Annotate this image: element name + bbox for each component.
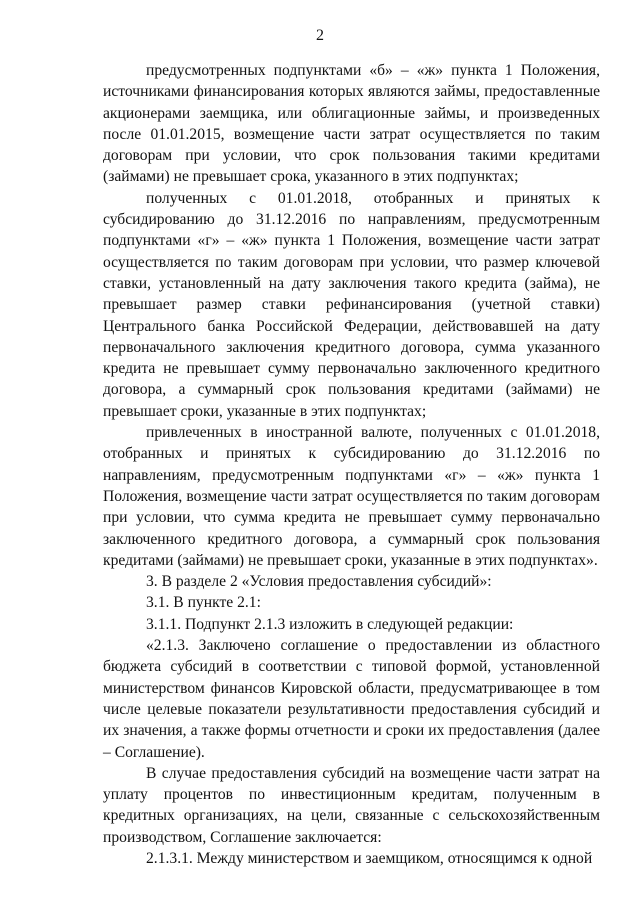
paragraph-item-2-1-3-1: 2.1.3.1. Между министерством и заемщиком, относящимся к одной xyxy=(146,849,593,867)
paragraph-item-3-1-1: 3.1.1. Подпункт 2.1.3 изложить в следующей редакции: xyxy=(146,615,514,633)
paragraph-item-3-1: 3.1. В пункте 2.1: xyxy=(146,594,261,612)
document-body xyxy=(103,60,600,869)
paragraph-loans-from-shareholders: предусмотренных подпунктами «б» – «ж» пункта 1 Положения, источниками финансирования которых являются займы, предоставленные акционерами заемщика, или облигационные займы, и произведенных после 01.01.2015, возмещение части затрат осуществляется по таким договорам при условии, что срок пользования такими кредитами (займами) не превышает срока, указанного в этих подпунктах; xyxy=(103,62,600,186)
paragraph-item-2-1-3: «2.1.3. Заключено соглашение о предоставлении из областного бюджета субсидий в соответствии с типовой формой, установленной министерством финансов Кировской области, предусматривающее в том числе целевые показатели результативности предоставления субсидий и их значения, а также формы отчетности и сроки их предоставления (далее – Соглашение). xyxy=(103,637,600,761)
paragraph-foreign-currency-loans: привлеченных в иностранной валюте, полученных с 01.01.2018, отобранных и принятых к субсидированию до 31.12.2016 по направлениям, предусмотренным подпунктами «г» – «ж» пункта 1 Положения, возмещение части затрат осуществляется по таким договорам при условии, что сумма кредита не превышает сумму первоначально заключенного кредитного договора, а суммарный срок пользования кредитами (займами) не превышает сроки, указанные в этих подпунктах». xyxy=(103,424,600,569)
paragraph-subsidy-agreement: В случае предоставления субсидий на возмещение части затрат на уплату процентов по инвестиционным кредитам, полученным в кредитных организациях, на цели, связанные с сельскохозяйственным производством, Соглашение заключается: xyxy=(103,764,600,846)
paragraph-section-2-heading: 3. В разделе 2 «Условия предоставления субсидий»: xyxy=(146,573,492,591)
paragraph-loans-after-2018: полученных с 01.01.2018, отобранных и принятых к субсидированию до 31.12.2016 по направлениям, предусмотренным подпунктами «г» – «ж» пункта 1 Положения, возмещение части затрат осуществляется по таким договорам при условии, что размер ключевой ставки, установленный на дату заключения такого кредита (займа), не превышает размер ставки рефинансирования (учетной ставки) Центрального банка Российской Федерации, действовавшей на дату первоначального заключения кредитного договора, сумма указанного кредита не превышает сумму первоначально заключенного кредитного договора, а суммарный срок пользования кредитами (займами) не превышает сроки, указанные в этих подпунктах; xyxy=(103,189,600,420)
page-number: 2 xyxy=(316,27,324,44)
